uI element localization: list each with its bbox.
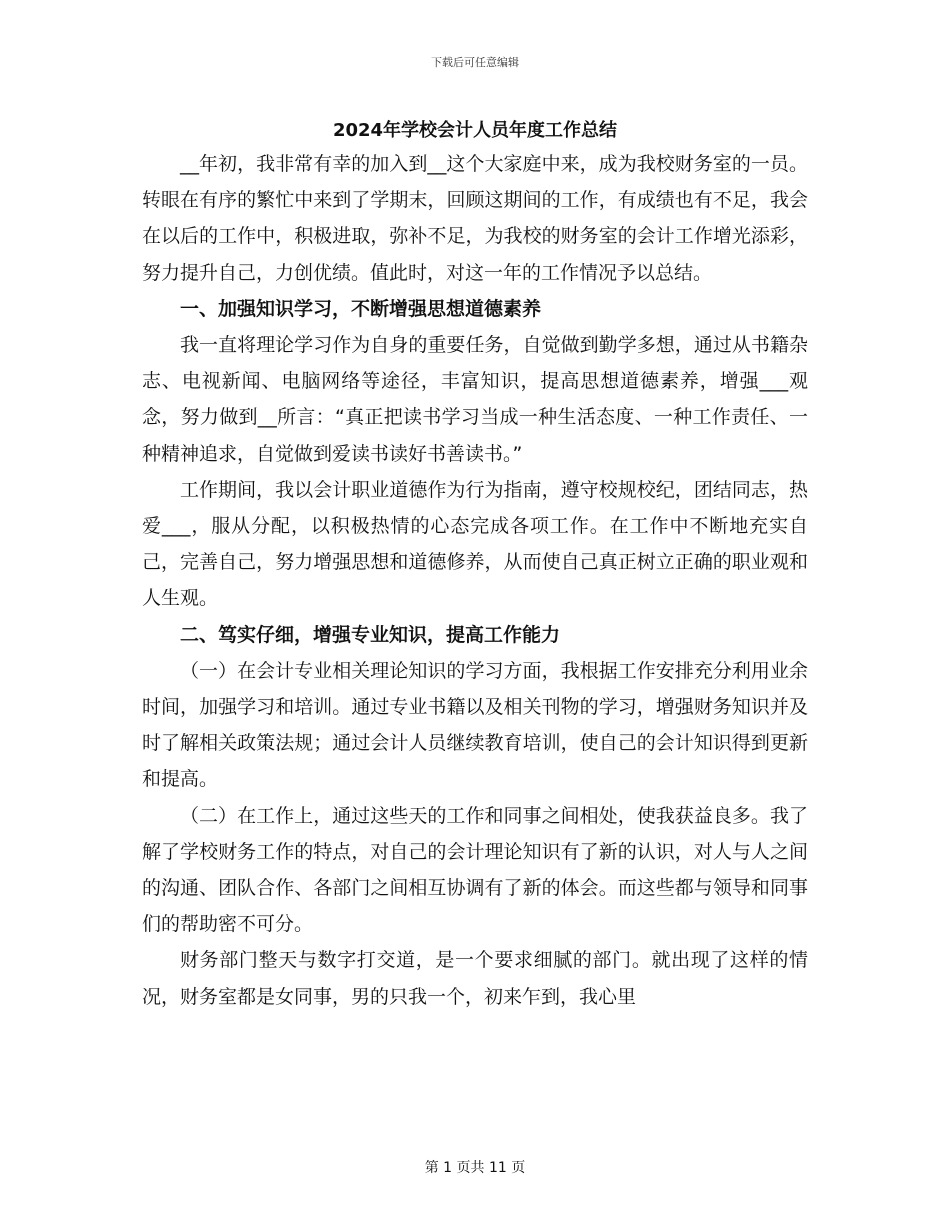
- paragraph: （一）在会计专业相关理论知识的学习方面，我根据工作安排充分利用业余时间，加强学习和培训。通过专业书籍以及相关刊物的学习，增强财务知识并及时了解相关政策法规；通过会计人员继续教育培训，使自己的会计知识得到更新和提高。: [142, 659, 808, 791]
- header-note: 下载后可任意编辑: [431, 56, 519, 69]
- section-heading-1: 一、加强知识学习，不断增强思想道德素养: [180, 297, 542, 320]
- document-title: 2024年学校会计人员年度工作总结: [332, 120, 618, 141]
- section-heading-2: 二、笃实仔细，增强专业知识，提高工作能力: [180, 623, 561, 646]
- page-footer: 第 1 页共 11 页: [424, 1160, 526, 1176]
- paragraph-intro: __年初，我非常有幸的加入到__这个大家庭中来，成为我校财务室的一员。转眼在有序的繁忙中来到了学期末，回顾这期间的工作，有成绩也有不足，我会在以后的工作中，积极进取，弥补不足，为我校的财务室的会计工作增光添彩，努力提升自己，力创优绩。值此时，对这一年的工作情况予以总结。: [142, 153, 808, 284]
- paragraph: 工作期间，我以会计职业道德作为行为指南，遵守校规校纪，团结同志，热爱___，服从分配，以积极热情的心态完成各项工作。在工作中不断地充实自己，完善自己，努力增强思想和道德修养，从而使自己真正树立正确的职业观和人生观。: [142, 478, 808, 610]
- paragraph: （二）在工作上，通过这些天的工作和同事之间相处，使我获益良多。我了解了学校财务工作的特点，对自己的会计理论知识有了新的认识，对人与人之间的沟通、团队合作、各部门之间相互协调有了新的体会。而这些都与领导和同事们的帮助密不可分。: [142, 804, 808, 936]
- paragraph: 财务部门整天与数字打交道，是一个要求细腻的部门。就出现了这样的情况，财务室都是女同事，男的只我一个，初来乍到，我心里: [142, 949, 808, 1008]
- paragraph: 我一直将理论学习作为自身的重要任务，自觉做到勤学多想，通过从书籍杂志、电视新闻、电脑网络等途径，丰富知识，提高思想道德素养，增强___观念，努力做到__所言：“真正把读书学习当成一种生活态度、一种工作责任、一种精神追求，自觉做到爱读书读好书善读书。”: [142, 334, 808, 465]
- document-body: [142, 146, 808, 1015]
